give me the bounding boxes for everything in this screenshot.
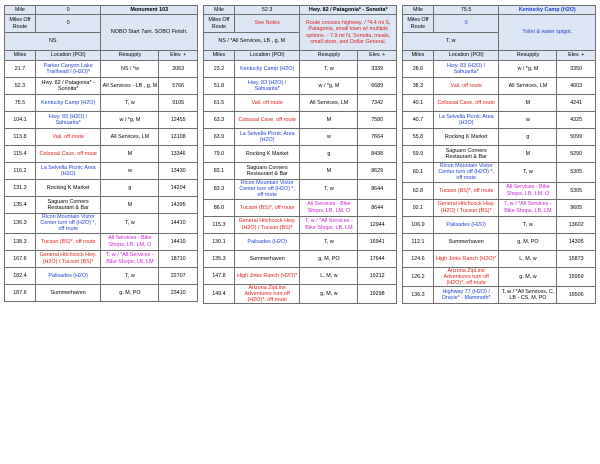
column-header: Elev. +	[358, 51, 397, 61]
row-elevation: 19298	[358, 284, 397, 304]
waypoint-notes: NOBO Start 7am. SOBO Finish.	[101, 15, 198, 51]
poi-table	[4, 5, 198, 302]
row-elevation: 5290	[557, 146, 596, 163]
row-resupply: M	[499, 95, 557, 112]
row-resupply: M	[101, 197, 159, 214]
row-location: Hwy. 82 / Patagonia* - Sonoita*	[35, 78, 101, 95]
row-miles: 149.4	[204, 284, 235, 304]
row-elevation: 9105	[159, 95, 198, 112]
waypoint-notes: Toilet & water spigot.	[499, 15, 596, 51]
row-location: Tucson (BS)*, off route	[234, 199, 300, 216]
table-row	[5, 78, 198, 95]
row-elevation: 19212	[358, 267, 397, 284]
row-miles: 106.9	[403, 216, 434, 233]
row-miles: 112.1	[403, 233, 434, 250]
header-row-off-route	[204, 15, 397, 33]
row-elevation: 7342	[358, 95, 397, 112]
row-miles: 59.9	[403, 146, 434, 163]
row-miles: 63.9	[204, 129, 235, 146]
miles-off-route-label: Miles Off Route	[403, 15, 434, 33]
row-location: Arizona ZipLine Adventures turn off (H2O)*, off route	[433, 267, 499, 287]
table-row	[5, 146, 198, 163]
row-elevation: 13602	[557, 216, 596, 233]
poi-table	[203, 5, 397, 304]
row-miles: 135.3	[204, 250, 235, 267]
row-elevation: 12944	[358, 216, 397, 233]
row-elevation: 5305	[557, 182, 596, 199]
row-location: Rocking K Market	[234, 146, 300, 163]
row-elevation: 14410	[159, 233, 198, 250]
row-location: Vail, off route	[433, 78, 499, 95]
table-row	[204, 180, 397, 200]
row-elevation: 6689	[358, 78, 397, 95]
row-location: Hwy. 83 (H2O) / Sahuarita*	[35, 112, 101, 129]
row-elevation: 14395	[159, 197, 198, 214]
row-resupply: L, M, w	[499, 250, 557, 267]
mile-label: Mile	[5, 6, 36, 15]
row-resupply: All Services - Bike Shops, LB, LM, O	[499, 182, 557, 199]
row-location: La Selvella Picnic Area (H2O)	[35, 163, 101, 180]
row-elevation: 5099	[557, 129, 596, 146]
row-miles: 55.8	[403, 129, 434, 146]
mile-value: 75.5	[433, 6, 499, 15]
column-header: Miles	[403, 51, 434, 61]
row-miles: 113.8	[5, 129, 36, 146]
row-miles: 38.3	[403, 78, 434, 95]
row-miles: 61.5	[204, 95, 235, 112]
table-row	[5, 250, 198, 267]
row-elevation: 5766	[159, 78, 198, 95]
table-row	[204, 95, 397, 112]
row-elevation: 16941	[358, 233, 397, 250]
row-elevation: 14204	[159, 180, 198, 197]
table-row	[5, 129, 198, 146]
row-elevation: 9605	[557, 199, 596, 216]
row-elevation: 4241	[557, 95, 596, 112]
waypoint-title: Hwy. 82 / Patagonia* - Sonoita*	[300, 6, 397, 15]
mile-value: 52.3	[234, 6, 300, 15]
row-location: Vail, off route	[234, 95, 300, 112]
row-location: Palisades (H2O)	[234, 233, 300, 250]
row-location: Hwy. 83 (H2O) / Sahuarita*	[433, 61, 499, 78]
table-row	[403, 250, 596, 267]
row-miles: 86.0	[204, 199, 235, 216]
waypoint-resupply: NS / *All Services, LB , g, M	[204, 33, 300, 51]
row-miles: 62.8	[403, 182, 434, 199]
row-elevation: 23410	[159, 284, 198, 301]
table-row	[403, 233, 596, 250]
row-location: Summerhaven	[433, 233, 499, 250]
row-location: Palisades (H2O)	[35, 267, 101, 284]
table-row	[5, 197, 198, 214]
row-location: General Hitchcock Hwy. (H2O) / Tucson (BS)*	[433, 199, 499, 216]
table-row	[5, 61, 198, 78]
row-miles: 138.3	[5, 233, 36, 250]
miles-off-route-label: Miles Off Route	[5, 15, 36, 33]
poi-panel	[402, 5, 596, 304]
mile-label: Mile	[204, 6, 235, 15]
miles-off-route-value: 0	[433, 15, 499, 33]
row-resupply: All Services, LM	[300, 95, 358, 112]
table-row	[204, 284, 397, 304]
table-row	[5, 233, 198, 250]
mile-value: 0	[35, 6, 101, 15]
row-resupply: w	[499, 112, 557, 129]
waypoint-title: Monument 103	[101, 6, 198, 15]
table-row	[5, 284, 198, 301]
column-header: Miles	[204, 51, 235, 61]
row-elevation: 3339	[358, 61, 397, 78]
row-miles: 51.8	[204, 78, 235, 95]
row-location: Hwy. 83 (H2O) / Sahuarita*	[234, 78, 300, 95]
table-row	[5, 267, 198, 284]
row-elevation: 15959	[557, 267, 596, 287]
row-location: High Jinks Ranch (H2O)*	[234, 267, 300, 284]
row-miles: 126.2	[403, 267, 434, 287]
row-miles: 60.1	[403, 163, 434, 183]
column-header-row	[204, 51, 397, 61]
row-miles: 147.8	[204, 267, 235, 284]
row-elevation: 3350	[557, 61, 596, 78]
poi-panel	[4, 5, 198, 302]
row-resupply: w / *g, M	[300, 78, 358, 95]
row-location: La Selvella Picnic Area (H2O)	[433, 112, 499, 129]
row-elevation: 14410	[159, 214, 198, 234]
row-resupply: T, w	[101, 95, 159, 112]
row-miles: 130.1	[204, 233, 235, 250]
row-location: Colossal Cave, off route	[35, 146, 101, 163]
row-resupply: L, M, w	[300, 267, 358, 284]
table-row	[5, 214, 198, 234]
miles-off-route-value: 0	[35, 15, 101, 33]
row-resupply: T, w / *All Services - Bike Shops, LB, LM	[300, 216, 358, 233]
table-row	[204, 163, 397, 180]
row-resupply: All Services, LM	[101, 129, 159, 146]
table-row	[204, 267, 397, 284]
row-elevation: 22707	[159, 267, 198, 284]
row-location: Ricon Mountain Vistor Center turn off (H2O) *, off route	[234, 180, 300, 200]
poi-panel	[203, 5, 397, 304]
row-resupply: All Services - LB , g, M	[101, 78, 159, 95]
row-elevation: 8644	[358, 199, 397, 216]
row-location: Summerhaven	[234, 250, 300, 267]
row-resupply: T, w	[101, 214, 159, 234]
row-miles: 135.4	[5, 197, 36, 214]
row-location: La Selvella Picnic Area (H2O)	[234, 129, 300, 146]
table-row	[5, 163, 198, 180]
row-miles: 182.4	[5, 267, 36, 284]
table-row	[204, 250, 397, 267]
row-location: Colossal Cave, off route	[433, 95, 499, 112]
column-header-row	[5, 51, 198, 61]
waypoint-resupply: NS	[5, 33, 101, 51]
table-row	[403, 129, 596, 146]
row-location: Kentucky Camp (H2O)	[35, 95, 101, 112]
row-miles: 52.3	[5, 78, 36, 95]
row-location: Saguaro Corners Restaurant & Bar	[35, 197, 101, 214]
row-elevation: 8629	[358, 163, 397, 180]
row-resupply: T, w	[101, 267, 159, 284]
column-header: Resupply	[101, 51, 159, 61]
row-miles: 124.6	[403, 250, 434, 267]
waypoint-resupply: T, w	[403, 33, 499, 51]
row-resupply: All Services - Bike Shops, LB, LM, O	[300, 199, 358, 216]
row-elevation: 13430	[159, 163, 198, 180]
row-resupply: g	[300, 146, 358, 163]
row-elevation: 13108	[159, 129, 198, 146]
row-elevation: 12455	[159, 112, 198, 129]
miles-off-route-value: See Notes	[234, 15, 300, 33]
row-elevation: 8644	[358, 180, 397, 200]
table-row	[204, 78, 397, 95]
row-resupply: M	[101, 146, 159, 163]
row-elevation: 8438	[358, 146, 397, 163]
row-elevation: 2063	[159, 61, 198, 78]
row-miles: 136.3	[5, 214, 36, 234]
row-miles: 79.0	[204, 146, 235, 163]
row-miles: 116.2	[5, 163, 36, 180]
row-resupply: g, M, PO	[499, 233, 557, 250]
header-row-off-route	[5, 15, 198, 33]
row-resupply: T, w	[300, 180, 358, 200]
miles-off-route-label: Miles Off Route	[204, 15, 235, 33]
row-location: Rocking K Market	[35, 180, 101, 197]
row-miles: 136.3	[403, 287, 434, 304]
row-location: Palisades (H2O)	[433, 216, 499, 233]
table-row	[204, 129, 397, 146]
row-miles: 40.7	[403, 112, 434, 129]
column-header: Elev. +	[159, 51, 198, 61]
row-miles: 92.1	[403, 199, 434, 216]
row-miles: 83.1	[204, 163, 235, 180]
table-row	[403, 61, 596, 78]
table-row	[403, 78, 596, 95]
header-row-mile	[204, 6, 397, 15]
row-resupply: M	[300, 163, 358, 180]
row-miles: 187.6	[5, 284, 36, 301]
row-elevation: 16506	[557, 287, 596, 304]
row-elevation: 4003	[557, 78, 596, 95]
row-resupply: T, w	[300, 233, 358, 250]
table-row	[204, 216, 397, 233]
row-resupply: g, M, PO	[101, 284, 159, 301]
row-miles: 28.6	[403, 61, 434, 78]
mile-label: Mile	[403, 6, 434, 15]
row-resupply: T, w / *All Services - Bike Shops, LB, LM	[101, 250, 159, 267]
row-resupply: T, w / *All Services - Bike Shops, LB, LM	[499, 199, 557, 216]
header-row-off-route	[403, 15, 596, 33]
row-location: Summerhaven	[35, 284, 101, 301]
row-location: Saguaro Corners Restaurant & Bar	[234, 163, 300, 180]
row-resupply: w / *g, M	[101, 112, 159, 129]
row-resupply: M	[300, 112, 358, 129]
header-row-mile	[5, 6, 198, 15]
row-miles: 167.6	[5, 250, 36, 267]
row-location: Kentucky Camp (H2O)	[234, 61, 300, 78]
row-elevation: 5305	[557, 163, 596, 183]
row-resupply: T, w	[300, 61, 358, 78]
column-header: Resupply	[300, 51, 358, 61]
table-row	[403, 199, 596, 216]
row-resupply: w	[300, 129, 358, 146]
table-row	[204, 199, 397, 216]
row-location: General Hitchcock Hwy. (H2O) / Tucson (BS)*	[234, 216, 300, 233]
row-location: Tucson (BS)*, off route	[35, 233, 101, 250]
row-location: Vail, off route	[35, 129, 101, 146]
row-resupply: All Services, LM	[499, 78, 557, 95]
table-row	[403, 146, 596, 163]
row-resupply: NS / *w	[101, 61, 159, 78]
row-miles: 40.1	[403, 95, 434, 112]
table-row	[403, 216, 596, 233]
row-miles: 21.7	[5, 61, 36, 78]
column-header: Location (POI)	[35, 51, 101, 61]
waypoint-title: Kentucky Camp (H2O)	[499, 6, 596, 15]
table-row	[204, 61, 397, 78]
row-location: Ricon Mountain Vistor Center turn off (H2O) *, off route	[433, 163, 499, 183]
row-miles: 115.3	[204, 216, 235, 233]
table-row	[403, 95, 596, 112]
row-location: Highway 77 (H2O) / Oracle* - Mammoth*	[433, 287, 499, 304]
table-row	[403, 112, 596, 129]
row-elevation: 14305	[557, 233, 596, 250]
table-row	[5, 112, 198, 129]
row-miles: 104.1	[5, 112, 36, 129]
table-row	[5, 95, 198, 112]
row-resupply: g	[499, 129, 557, 146]
row-miles: 131.3	[5, 180, 36, 197]
row-resupply: w	[101, 163, 159, 180]
row-resupply: T, w	[499, 163, 557, 183]
table-row	[403, 267, 596, 287]
column-header-row	[403, 51, 596, 61]
table-row	[204, 112, 397, 129]
column-header: Elev. +	[557, 51, 596, 61]
row-resupply: T, w	[499, 216, 557, 233]
row-location: Ricon Mountain Vistor Center turn off (H2O) *, off route	[35, 214, 101, 234]
row-resupply: g, M, PO	[300, 250, 358, 267]
row-location: General Hitchcock Hwy. (H2O) / Tucson (BS)*	[35, 250, 101, 267]
table-row	[204, 146, 397, 163]
column-header: Location (POI)	[433, 51, 499, 61]
row-miles: 75.5	[5, 95, 36, 112]
column-header: Location (POI)	[234, 51, 300, 61]
row-location: High Jinks Ranch (H2O)*	[433, 250, 499, 267]
column-header: Resupply	[499, 51, 557, 61]
row-elevation: 13346	[159, 146, 198, 163]
row-elevation: 4325	[557, 112, 596, 129]
row-location: Tucson (BS)*, off route	[433, 182, 499, 199]
column-header: Miles	[5, 51, 36, 61]
row-resupply: g, M, w	[300, 284, 358, 304]
row-location: Arizona ZipLine Adventures turn off (H2O)*, off route	[234, 284, 300, 304]
row-elevation: 18710	[159, 250, 198, 267]
row-elevation: 17644	[358, 250, 397, 267]
row-elevation: 15873	[557, 250, 596, 267]
row-miles: 63.3	[204, 112, 235, 129]
row-location: Parker Canyon Lake Trailhead / (H2O)*	[35, 61, 101, 78]
header-row-mile	[403, 6, 596, 15]
row-resupply: g	[101, 180, 159, 197]
waypoint-notes: Route crosses highway. / *4.4 mi S, Patagonia, small town w/ multiple options. - 7.9 mi N, Sonoita, meals, small store, and Dollar General.	[300, 15, 397, 51]
row-miles: 83.3	[204, 180, 235, 200]
table-row	[403, 182, 596, 199]
table-row	[5, 180, 198, 197]
row-miles: 23.2	[204, 61, 235, 78]
row-elevation: 7580	[358, 112, 397, 129]
row-location: Saguaro Corners Restaurant & Bar	[433, 146, 499, 163]
row-resupply: g, M, w	[499, 267, 557, 287]
row-resupply: All Services - Bike Shops, LB, LM, O	[101, 233, 159, 250]
row-location: Rocking K Market	[433, 129, 499, 146]
row-elevation: 7664	[358, 129, 397, 146]
row-miles: 115.4	[5, 146, 36, 163]
table-row	[403, 287, 596, 304]
table-row	[204, 233, 397, 250]
poi-table	[402, 5, 596, 304]
row-location: Colossal Cave, off route	[234, 112, 300, 129]
row-resupply: T, w / *All Services, C, LB - CS, M, PO	[499, 287, 557, 304]
row-resupply: M	[499, 146, 557, 163]
table-row	[403, 163, 596, 183]
row-resupply: w / *g, M	[499, 61, 557, 78]
